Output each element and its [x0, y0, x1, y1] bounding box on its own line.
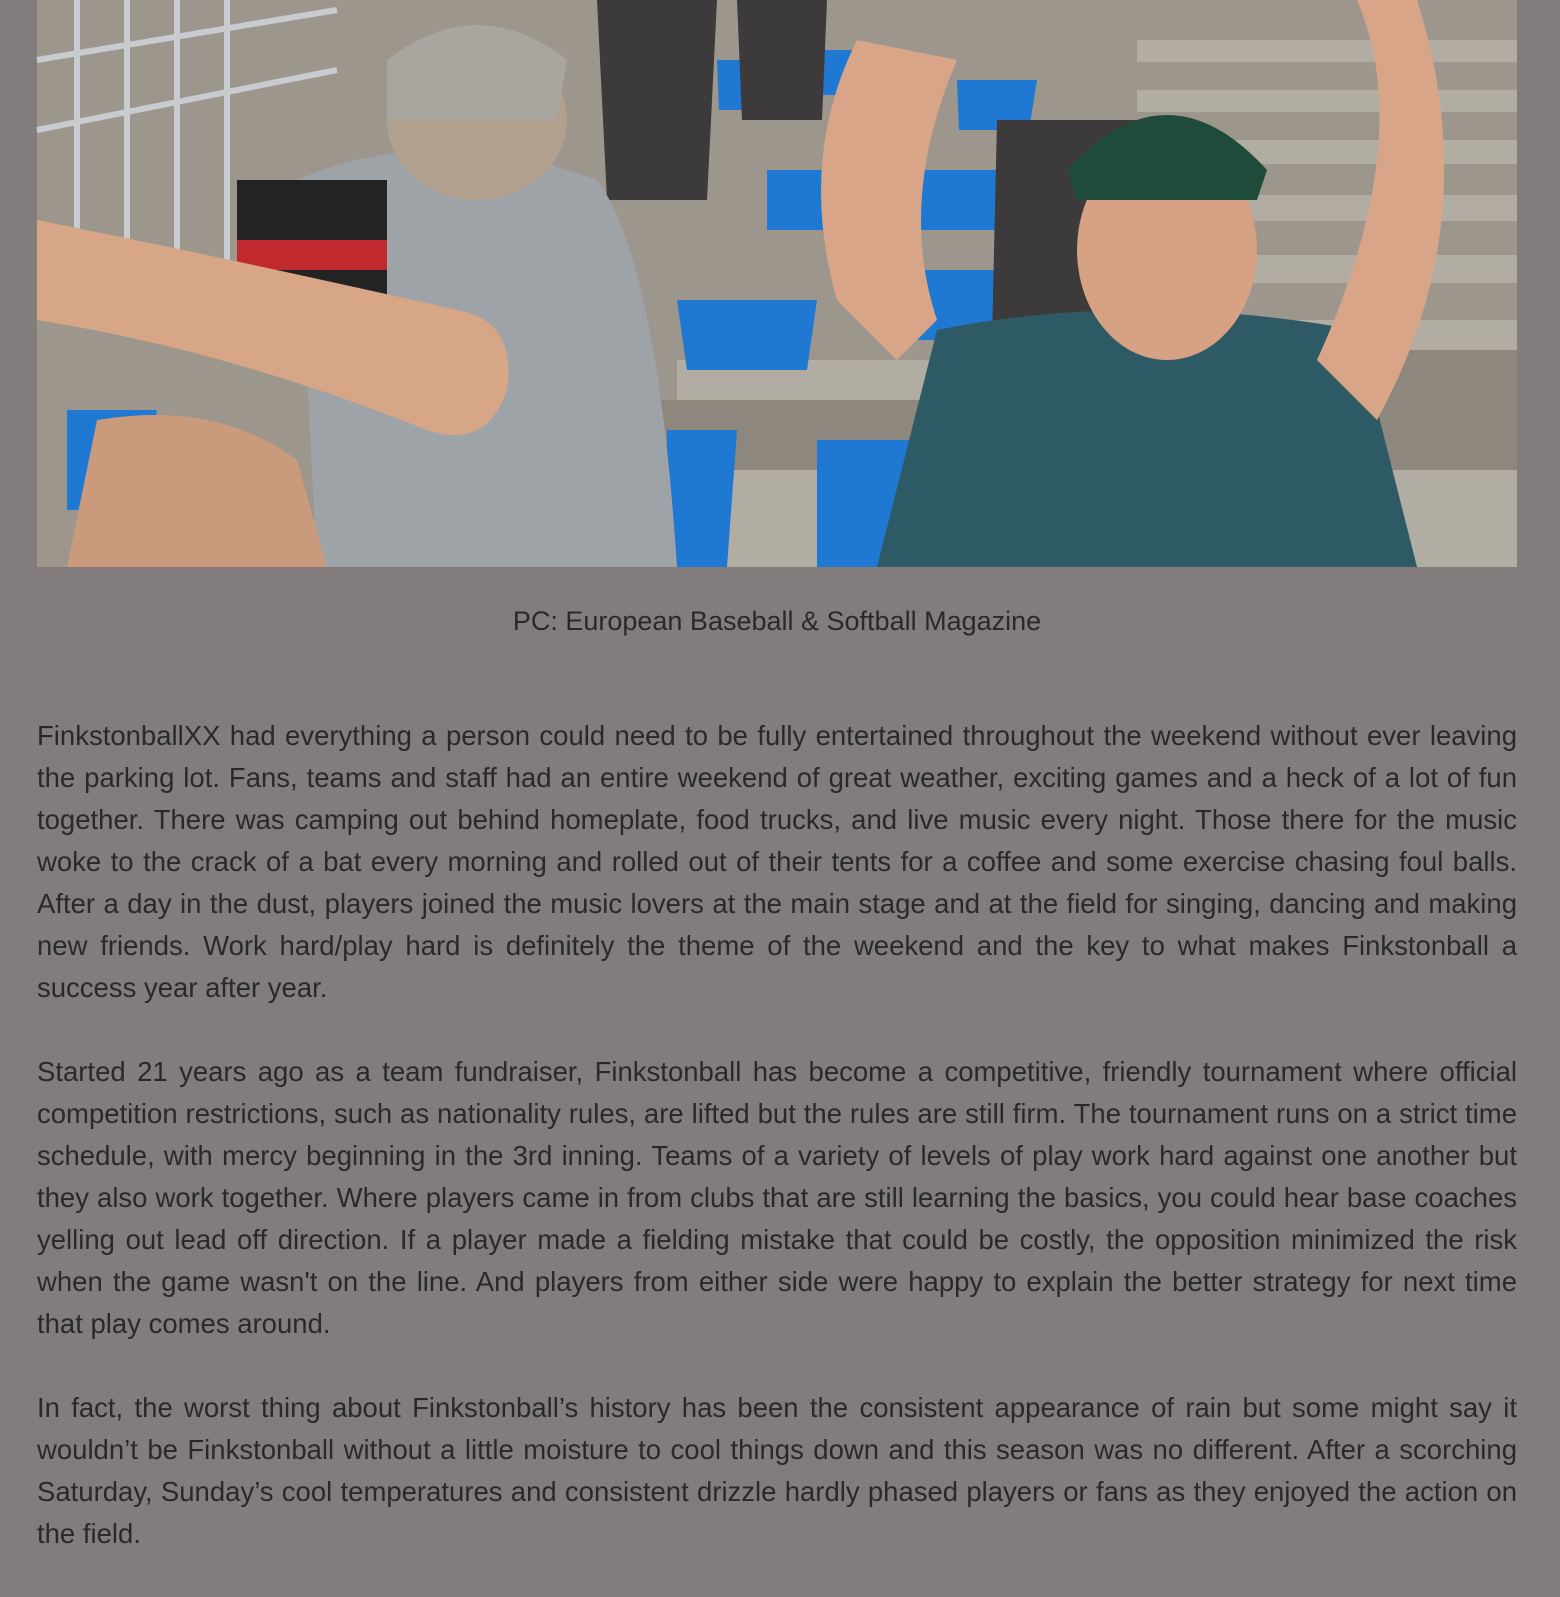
- article-paragraph: In fact, the worst thing about Finkstonball’s history has been the consistent appearance of rain but some might say it wouldn’t be Finkstonball without a little moisture to cool things down and this season was no different. After a scorching Saturday, Sunday’s cool temperatures and consistent drizzle hardly phased players or fans as they enjoyed the action on the field.: [37, 1392, 1517, 1549]
- article-body: [37, 715, 1517, 1597]
- article-paragraph: Started 21 years ago as a team fundraiser, Finkstonball has become a competitive, friendly tournament where official competition restrictions, such as nationality rules, are lifted but the rules are still firm. The tournament runs on a strict time schedule, with mercy beginning in the 3rd inning. Teams of a variety of levels of play work hard against one another but they also work together. Where players came in from clubs that are still learning the basics, you could hear base coaches yelling out lead off direction. If a player made a fielding mistake that could be costly, the opposition minimized the risk when the game wasn't on the line. And players from either side were happy to explain the better strategy for next time that play comes around.: [37, 1056, 1517, 1339]
- stadium-crowd-image: [37, 0, 1517, 567]
- baseball-fans-photo: [37, 0, 1517, 567]
- article-paragraph: FinkstonballXX had everything a person could need to be fully entertained throughout the weekend without ever leaving the parking lot. Fans, teams and staff had an entire weekend of great weather, exciting games and a heck of a lot of fun together. There was camping out behind homeplate, food trucks, and live music every night. Those there for the music woke to the crack of a bat every morning and rolled out of their tents for a coffee and some exercise chasing foul balls. After a day in the dust, players joined the music lovers at the main stage and at the field for singing, dancing and making new friends. Work hard/play hard is definitely the theme of the weekend and the key to what makes Finkstonball a success year after year.: [37, 720, 1517, 1003]
- photo-caption: PC: European Baseball & Softball Magazine: [512, 606, 1042, 636]
